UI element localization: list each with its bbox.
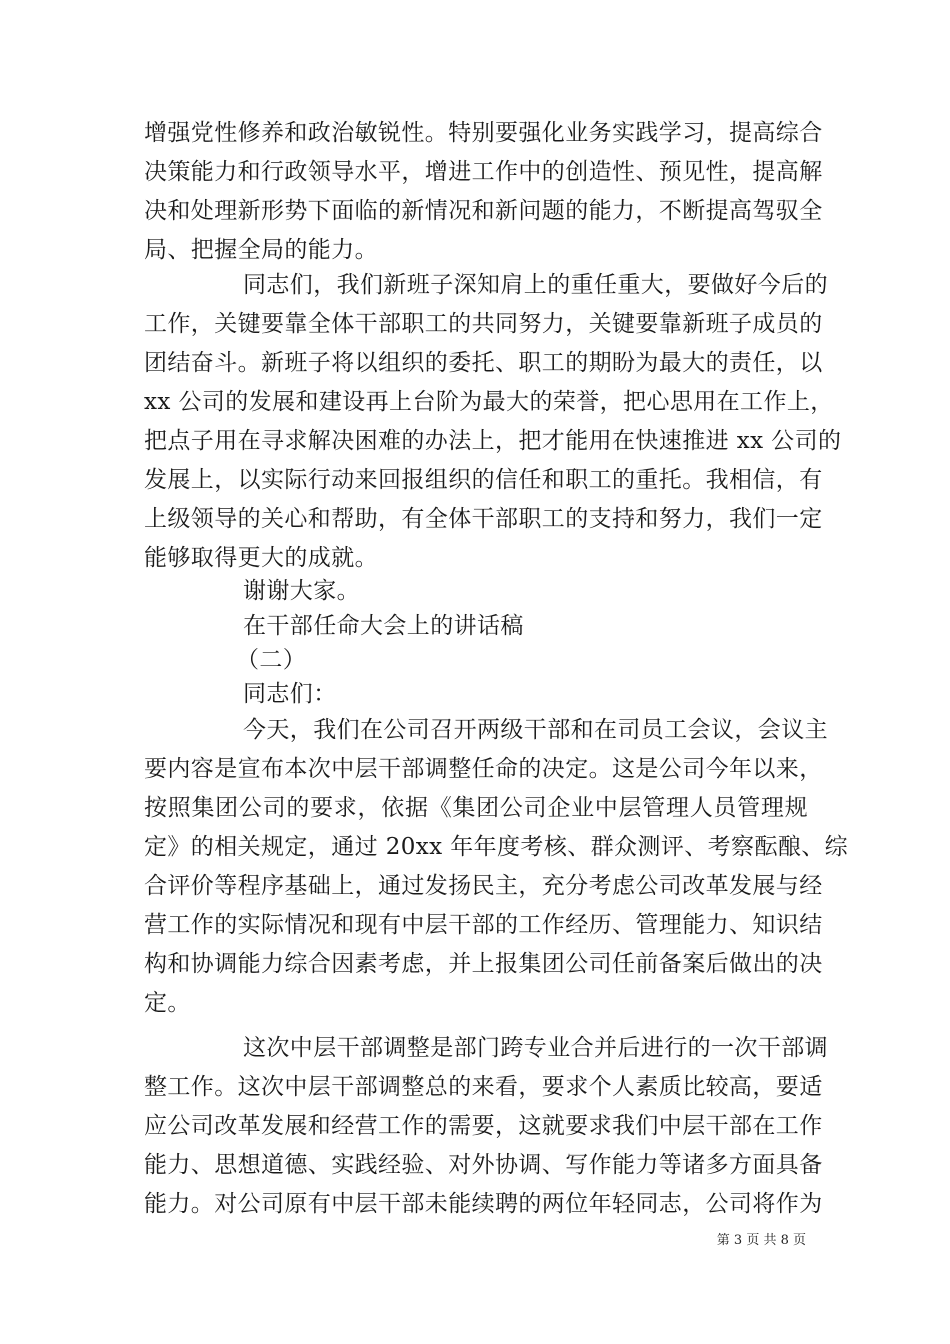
text-line: 决和处理新形势下面临的新情况和新问题的能力，不断提高驾驭全: [144, 198, 823, 224]
text-line: 这次中层干部调整是部门跨专业合并后进行的一次干部调: [243, 1035, 828, 1061]
text-line: 营工作的实际情况和现有中层干部的工作经历、管理能力、知识结: [144, 912, 823, 938]
text-line: 增强党性修养和政治敏锐性。特别要强化业务实践学习，提高综合: [144, 120, 823, 146]
text-line: 同志们，我们新班子深知肩上的重任重大，要做好今后的: [243, 272, 828, 298]
text-line: 要内容是宣布本次中层干部调整任命的决定。这是公司今年以来，: [144, 756, 823, 782]
salutation: 同志们：: [243, 681, 337, 707]
text-line: 整工作。这次中层干部调整总的来看，要求个人素质比较高，要适: [144, 1074, 823, 1100]
section-number: （二）: [236, 647, 307, 673]
text-line: 按照集团公司的要求，依据《集团公司企业中层管理人员管理规: [144, 795, 808, 821]
closing-thanks: 谢谢大家。: [243, 578, 360, 604]
text-line: 定》的相关规定，通过 20xx 年年度考核、群众测评、考察酝酿、综: [144, 834, 849, 860]
text-line: 局、把握全局的能力。: [144, 237, 378, 263]
text-line: 定。: [144, 990, 191, 1016]
page-number-footer: 第 3 页 共 8 页: [716, 1233, 806, 1248]
text-line: 把点子用在寻求解决困难的办法上，把才能用在快速推进 xx 公司的: [144, 428, 842, 454]
text-line: 工作，关键要靠全体干部职工的共同努力，关键要靠新班子成员的: [144, 311, 823, 337]
text-line: 构和协调能力综合因素考虑，并上报集团公司任前备案后做出的决: [144, 951, 823, 977]
text-line: 能力、思想道德、实践经验、对外协调、写作能力等诸多方面具备: [144, 1152, 823, 1178]
text-line: 今天，我们在公司召开两级干部和在司员工会议，会议主: [243, 717, 828, 743]
text-line: 上级领导的关心和帮助，有全体干部职工的支持和努力，我们一定: [144, 506, 823, 532]
text-line: 能力。对公司原有中层干部未能续聘的两位年轻同志，公司将作为: [144, 1191, 823, 1217]
text-line: 能够取得更大的成就。: [144, 545, 378, 571]
text-line: 合评价等程序基础上，通过发扬民主，充分考虑公司改革发展与经: [144, 873, 823, 899]
text-line: xx 公司的发展和建设再上台阶为最大的荣誉，把心思用在工作上，: [144, 389, 834, 415]
text-line: 团结奋斗。新班子将以组织的委托、职工的期盼为最大的责任，以: [144, 350, 823, 376]
text-line: 发展上，以实际行动来回报组织的信任和职工的重托。我相信，有: [144, 467, 823, 493]
text-line: 决策能力和行政领导水平，增进工作中的创造性、预见性，提高解: [144, 159, 823, 185]
text-line: 应公司改革发展和经营工作的需要，这就要求我们中层干部在工作: [144, 1113, 823, 1139]
section-title: 在干部任命大会上的讲话稿: [243, 613, 524, 639]
